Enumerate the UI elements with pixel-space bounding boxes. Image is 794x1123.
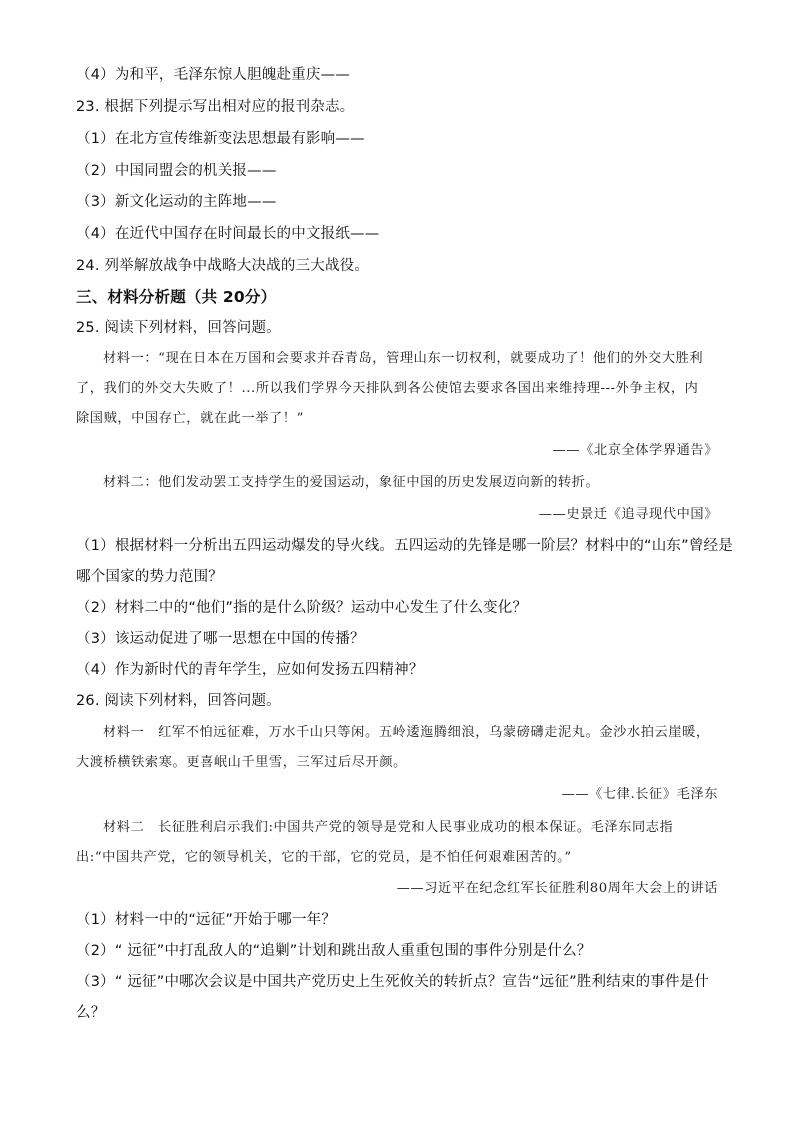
material-1-line-1: 材料一：“现在日本在万国和会要求并吞青岛，管理山东一切权利，就要成功了！他们的外交大胜利 [103, 351, 704, 366]
question-26-3-line-1: （3）“ 远征”中哪次会议是中国共产党历史上生死攸关的转折点？宣告“远征”胜利结束的事件是什 [76, 974, 710, 990]
question-23-3: （3）新文化运动的主阵地—— [76, 194, 277, 210]
poem-material-1-line-2: 大渡桥横铁索寒。更喜岷山千里雪，三军过后尽开颜。 [76, 755, 407, 770]
material-2-line-1: 材料二：他们发动罢工支持学生的爱国运动，象征中国的历史发展迈向新的转折。 [103, 475, 600, 490]
question-25-4: （4）作为新时代的青年学生，应如何发扬五四精神？ [76, 662, 424, 678]
question-23-4: （4）在近代中国存在时间最长的中文报纸—— [76, 226, 380, 242]
question-23-1: （1）在北方宣传维新变法思想最有影响—— [76, 131, 365, 147]
material-2b-line-1: 材料二 长征胜利启示我们:中国共产党的领导是党和人民事业成功的根本保证。毛泽东同志指 [103, 820, 674, 835]
question-25-2: （2）材料二中的“他们”指的是什么阶级？运动中心发生了什么变化？ [76, 600, 528, 616]
question-23: 23. 根据下列提示写出相对应的报刊杂志。 [76, 99, 355, 115]
question-26-2: （2）“ 远征”中打乱敌人的“追剿”计划和跳出敌人重重包围的事件分别是什么？ [76, 943, 592, 959]
question-23-2: （2）中国同盟会的机关报—— [76, 163, 277, 179]
material-1-source: ——《北京全体学界通告》 [552, 443, 718, 458]
question-26-3-line-2: 么？ [76, 1005, 106, 1021]
poem-material-1-source: ——《七律.长征》毛泽东 [561, 787, 718, 802]
material-2-source: ——史景迁《追寻现代中国》 [538, 507, 718, 522]
question-26: 26. 阅读下列材料，回答问题。 [76, 693, 281, 709]
question-25-3: （3）该运动促进了哪一思想在中国的传播？ [76, 631, 365, 647]
section-3-heading: 三、材料分析题（共 20分） [76, 288, 277, 306]
material-2b-source: ——习近平在纪念红军长征胜利80周年大会上的讲话 [396, 881, 718, 896]
question-22-4: （4）为和平，毛泽东惊人胆魄赴重庆—— [76, 67, 351, 83]
poem-material-1-line-1: 材料一 红军不怕远征难，万水千山只等闲。五岭逶迤腾细浪，乌蒙磅礴走泥丸。金沙水拍云崖暖， [103, 725, 710, 740]
question-26-1: （1）材料一中的“远征”开始于哪一年？ [76, 912, 337, 928]
material-1-line-2: 了，我们的外交大失败了！...所以我们学界今天排队到各公使馆去要求各国出来维持理---外争主权，内 [76, 381, 699, 396]
material-1-line-3: 除国贼，中国存亡，就在此一举了！” [76, 411, 304, 426]
question-25: 25. 阅读下列材料，回答问题。 [76, 320, 281, 336]
question-25-1-line-1: （1）根据材料一分析出五四运动爆发的导火线。五四运动的先锋是哪一阶层？材料中的“山东”曾经是 [76, 538, 733, 554]
material-2b-line-2: 出:“中国共产党，它的领导机关，它的干部，它的党员，是不怕任何艰难困苦的。” [76, 850, 572, 865]
question-24: 24. 列举解放战争中战略大决战的三大战役。 [76, 258, 370, 274]
question-25-1-line-2: 哪个国家的势力范围？ [76, 569, 223, 585]
